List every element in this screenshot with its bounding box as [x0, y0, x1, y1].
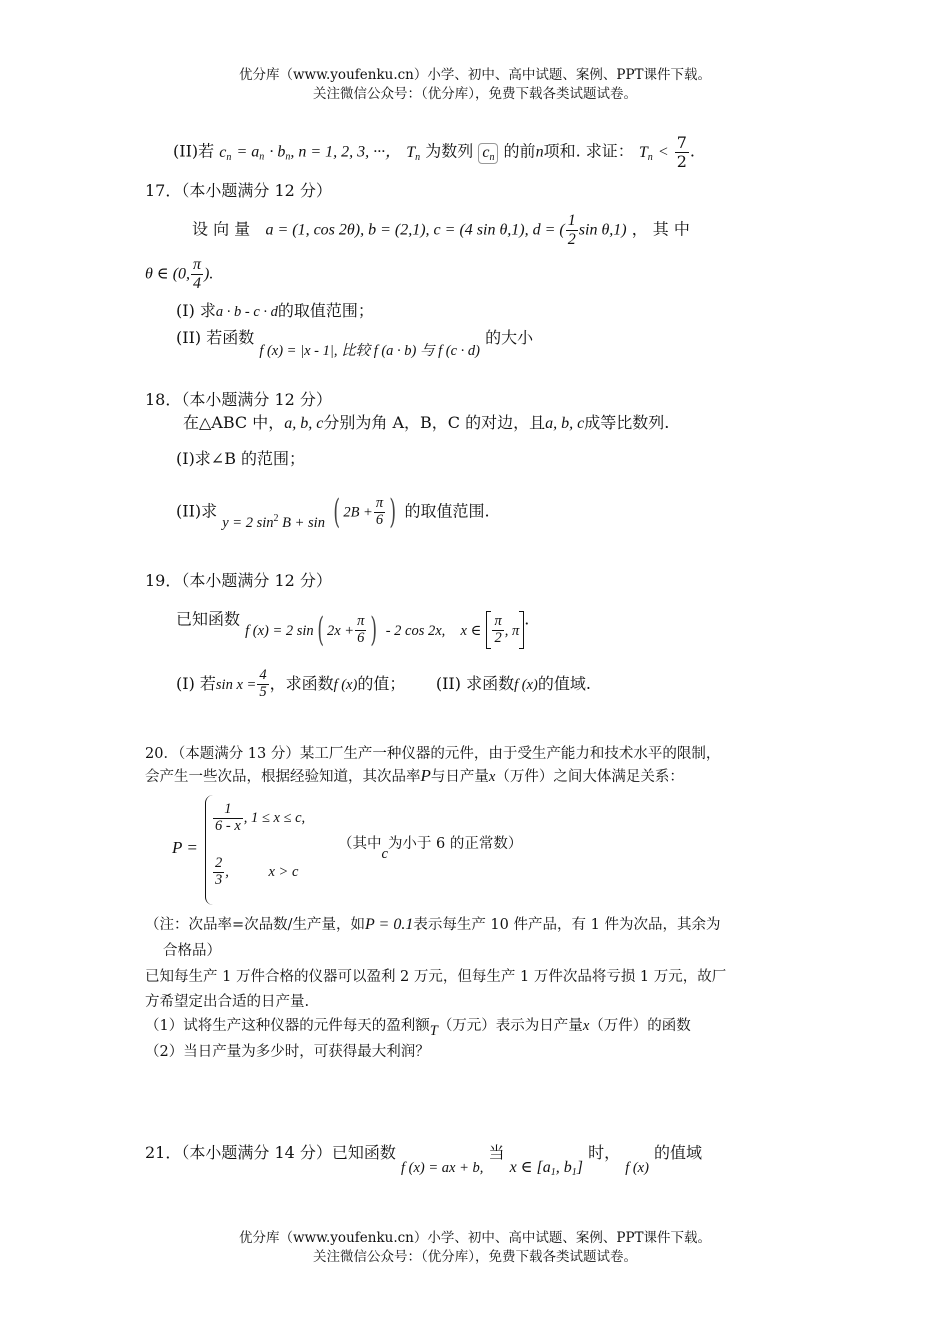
page-footer	[0, 1229, 950, 1267]
q20-profit2: 方希望定出合适的日产量.	[145, 994, 310, 1010]
q20-case2: $\frac{2}{3}$ , x > c	[215, 855, 299, 888]
q20-remark-cont: 合格品）	[163, 943, 221, 959]
q18-heading: 18．（本小题满分 12 分）	[145, 390, 332, 409]
header-line-2: 关注微信公众号：（优分库），免费下载各类试题试卷。	[313, 86, 637, 102]
footer-line-2: 关注微信公众号：（优分库），免费下载各类试题试卷。	[313, 1249, 637, 1265]
q20-part2: （2）当日产量为多少时，可获得最大利润？	[145, 1044, 430, 1060]
q19-heading: 19．（本小题满分 12 分）	[145, 571, 332, 590]
q18-part1: (I)求∠B 的范围；	[176, 449, 306, 468]
q18-part2: (II)求 y = 2 $\sin^2 B + \sin$ ( 2B + $\frac{\pi}{6}$ ) 的取值范围.	[176, 492, 490, 532]
q17-part1: (I) 求a · b - c · d的取值范围；	[176, 301, 374, 320]
q20-profit1: 已知每生产 1 万件合格的仪器可以盈利 2 万元，但每生产 1 万件次品将亏损 1 万元，故厂	[145, 969, 727, 985]
q21-line: 21．（本小题满分 14 分）已知函数 f (x) = ax + b, 当 x ∈ [$a_1$, $b_1$] 时， f (x) 的值域	[145, 1143, 703, 1178]
q20-remark: （注：次品率=次品数/生产量，如P = 0.1表示每生产 10 件产品，有 1 件为次品，其余为	[145, 916, 721, 933]
q17-theta: θ ∈ (0, $\frac{\pi}{4}$ ).	[145, 256, 214, 292]
q20-line1: 20．（本题满分 13 分）某工厂生产一种仪器的元件，由于受生产能力和技术水平的限制，	[145, 746, 721, 762]
q17-intro: 设 向 量 a = (1, cos 2θ), b = (2,1), c = (4 sin θ,1), d = ( $\frac{1}{2}$ sin θ,1) ， 其 中	[192, 212, 690, 248]
q17-heading: 17．（本小题满分 12 分）	[145, 181, 332, 200]
q16-part2: (II)若 $c_n = a_n \cdot b_n$, n = 1, 2, 3, ···， $T_n$ 为数列 $c_n$ 的前n项和. 求证： $T_n$ < $\frac{7}{2}$ .	[173, 133, 696, 171]
q20-case1: $\frac{1}{6 - x}$ , 1 ≤ x ≤ c,	[215, 801, 306, 834]
q20-p-eq: P =	[172, 838, 198, 857]
q19-intro: 已知函数 f (x) = 2 sin( 2x + $\frac{\pi}{6}$ ) - 2 cos 2x, x ∈ $\frac{\pi}{2}$ , π.	[176, 609, 530, 650]
footer-line-1: 优分库（www.youfenku.cn）小学、初中、高中试题、案例、PPT课件下载。	[238, 1230, 712, 1246]
q19-parts: (I) 若sin x = $\frac{4}{5}$ ，求函数f (x)的值； (II) 求函数f (x)的值域.	[176, 667, 591, 700]
q18-intro: 在△ABC 中，a, b, c分别为角 A，B，C 的对边，且a, b, c成等比数列.	[183, 413, 670, 432]
q17-part2: (II) 若函数 f (x) = |x - 1|, 比较 f (a · b) 与 f (c · d) 的大小	[176, 328, 534, 359]
header-line-1: 优分库（www.youfenku.cn）小学、初中、高中试题、案例、PPT课件下载。	[238, 67, 712, 83]
page-header	[0, 66, 950, 104]
q20-part1: （1）试将生产这种仪器的元件每天的盈利额T（万元）表示为日产量x（万件）的函数	[145, 1018, 691, 1039]
q20-line2: 会产生一些次品，根据经验知道，其次品率P与日产量x（万件）之间大体满足关系：	[145, 766, 684, 785]
q20-note: （其中c为小于 6 的正常数）	[338, 836, 523, 862]
